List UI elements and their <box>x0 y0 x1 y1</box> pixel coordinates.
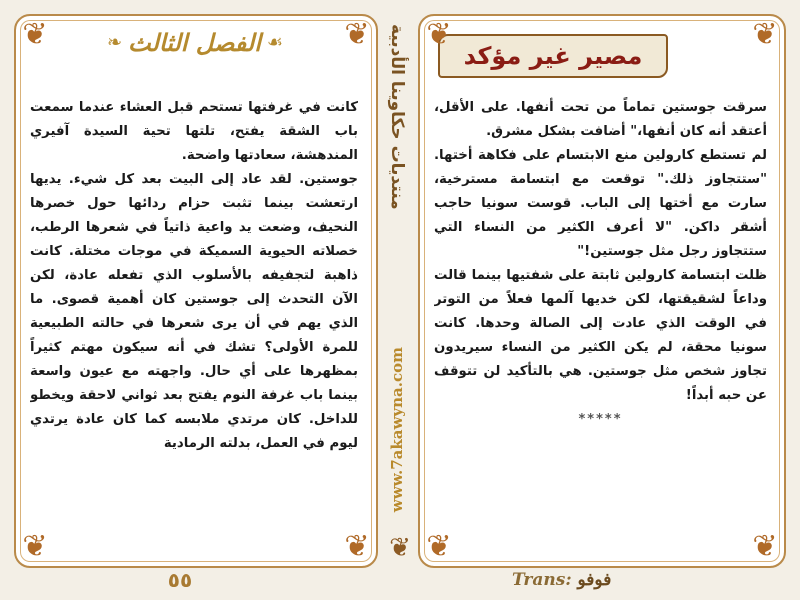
paragraph: ظلت ابتسامة كارولين ثابتة على شفتيها بينما قالت وداعاً لشقيقتها، لكن خديها آلمها فعلاً من التوتر في الوقت الذي عادت إلى الصالة وحدها. كانت سونيا محقة، لم يكن الكثير من النساء سيريدون تجاوز شخص مثل جوستين. هي بالتأكيد لن تتوقف عن حبه أبداً! <box>434 268 767 403</box>
section-separator: ***** <box>578 412 623 427</box>
left-page-text <box>30 96 358 544</box>
corner-ornament-icon: ❦ <box>344 529 370 564</box>
corner-ornament-icon: ❦ <box>752 529 778 564</box>
corner-ornament-icon: ❦ <box>426 529 452 564</box>
paragraph: جوستين. لقد عاد إلى البيت بعد كل شيء. يديها ارتعشت بينما تثبت حزام ردائها حول خصرها النحيف، وضعت يد واعية ذاتياً في شعرها الرطب، خصلاته الحيوية السميكة في موجات مختلة. كانت ذاهبة لتجفيفه بالأسلوب الذي تفعله عادة، لكن الآن التحدث إلى جوستين كان أهمية قصوى. ما الذي يهم في أن يرى شعرها في حالته الطبيعية للمرة الأولى؟ تشك في أنه سيكون مهتم كثيراً بمظهرها على أي حال. واجهته مع عيون واسعة بينما باب غرفة النوم يفتح بعد ثواني لاحقة ويخطو للداخل. كان مرتدي ملابسه كما كان عادة يرتدي ليوم في العمل، بدلته الرمادية <box>30 172 358 451</box>
corner-ornament-icon: ❦ <box>22 529 48 564</box>
story-title: مصير غير مؤكد <box>463 42 643 70</box>
translator-name: فوفو <box>577 570 612 590</box>
forum-sidebar <box>378 14 416 564</box>
page-number: ٥٥ <box>167 568 193 592</box>
paragraph: سرقت جوستين تماماً من تحت أنفها. على الأقل، أعتقد أنه كان أنفها،" أضافت بشكل مشرق. <box>434 100 767 139</box>
right-page-text <box>434 96 767 526</box>
translator-credit <box>512 570 652 590</box>
chapter-banner <box>50 20 340 64</box>
translator-label: Trans: <box>512 570 572 590</box>
corner-ornament-icon: ❦ <box>426 17 452 52</box>
story-title-banner <box>438 34 668 78</box>
spine-ornament-icon: ❦ <box>389 533 411 563</box>
flourish-icon: ☙ <box>266 31 284 53</box>
corner-ornament-icon: ❦ <box>22 17 48 52</box>
corner-ornament-icon: ❦ <box>752 17 778 52</box>
forum-name: منتديات حكاوينا الأدبية <box>387 24 407 210</box>
site-url[interactable]: www.7akawyna.com <box>388 346 406 512</box>
paragraph: لم تستطع كارولين منع الابتسام على فكاهة أختها. "ستتجاوز ذلك." توقعت مع ابتسامة مسترخية، سارت مع أختها إلى الباب. قوست سونيا حاجب أشقر داكن. "لا أعرف الكثير من النساء التي ستتجاوز رجل مثل جوستين!" <box>434 148 767 259</box>
corner-ornament-icon: ❦ <box>344 17 370 52</box>
chapter-title: الفصل الثالث <box>128 27 261 57</box>
paragraph: كانت في غرفتها تستحم قبل العشاء عندما سمعت باب الشقة يفتح، تلتها تحية السيدة آفيري المندهشة، سعادتها واضحة. <box>30 100 358 163</box>
flourish-icon: ❧ <box>106 31 123 53</box>
